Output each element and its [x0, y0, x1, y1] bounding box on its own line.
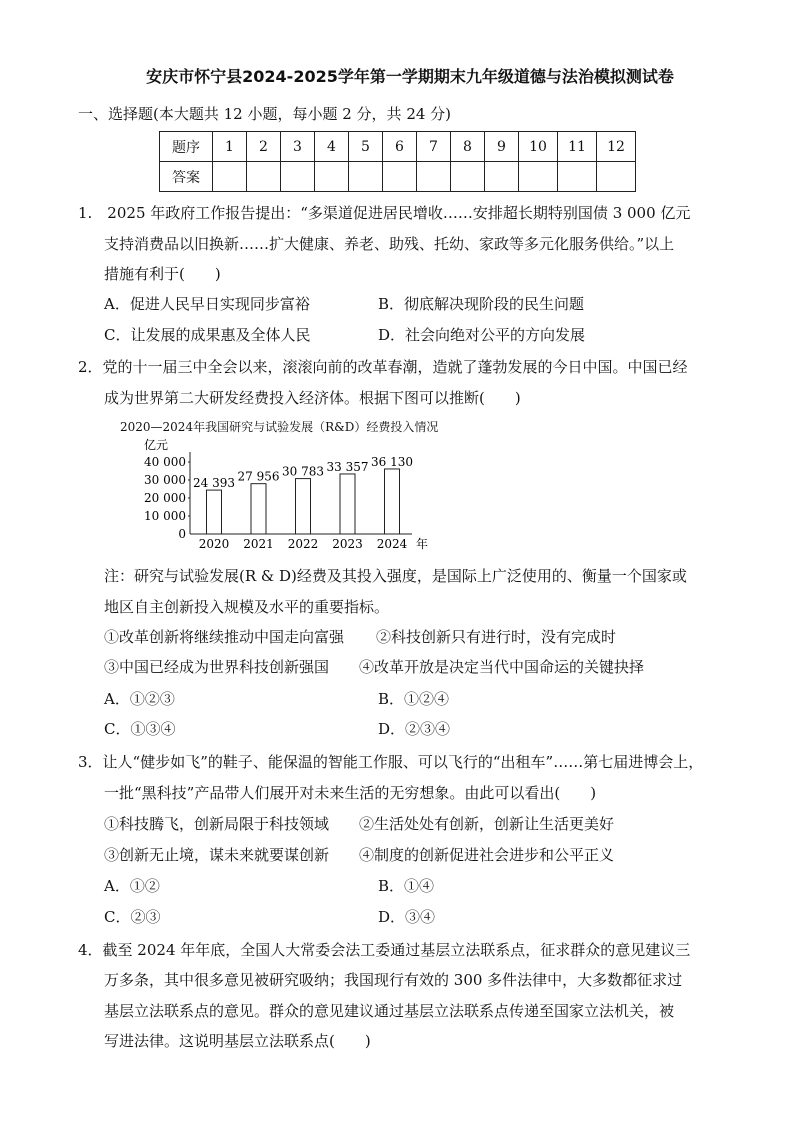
answer-table-number: 8 — [451, 132, 485, 162]
y-tick-label: 0 — [178, 527, 186, 541]
answer-table-number: 2 — [247, 132, 281, 162]
answer-table-number: 7 — [417, 132, 451, 162]
question-4-text: 基层立法联系点的意见。群众的意见建议通过基层立法联系点传递至国家立法机关，被 — [104, 1002, 675, 1020]
x-tick-label: 2022 — [287, 537, 319, 551]
answer-cell[interactable] — [315, 162, 349, 192]
question-1-text: 措施有利于( ) — [104, 265, 221, 283]
x-tick-label: 2024 — [376, 537, 408, 551]
answer-cell[interactable] — [213, 162, 247, 192]
question-4-text: 写进法律。这说明基层立法联系点( ) — [104, 1032, 371, 1050]
question-3-statement-1: ①科技腾飞，创新局限于科技领域 — [104, 815, 330, 833]
answer-table-answer-row — [160, 162, 636, 192]
section-heading: 一、选择题(本大题共 12 小题，每小题 2 分，共 24 分) — [78, 105, 452, 123]
question-2-text: 成为世界第二大研发经费投入经济体。根据下图可以推断( ) — [104, 389, 521, 407]
rd-funding-bar-chart — [120, 436, 450, 554]
y-tick-label: 40 000 — [144, 455, 186, 469]
answer-cell[interactable] — [597, 162, 636, 192]
question-2-option-a[interactable]: A．①②③ — [104, 690, 175, 708]
bar-value-label: 36 130 — [371, 454, 413, 469]
question-1-text: 1. 2025 年政府工作报告提出：“多渠道促进居民增收……安排超长期特别国债 3 000 亿元 — [78, 204, 691, 222]
chart-bar — [251, 484, 266, 534]
question-2-statement-1: ①改革创新将继续推动中国走向富强 — [104, 628, 345, 646]
question-2-statement-4: ④改革开放是决定当代中国命运的关键抉择 — [359, 658, 645, 676]
answer-table-number: 5 — [349, 132, 383, 162]
question-3-statement-2: ②生活处处有创新，创新让生活更美好 — [359, 815, 615, 833]
y-tick-label: 20 000 — [144, 491, 186, 505]
x-tick-label: 2023 — [332, 537, 363, 551]
answer-table-number: 9 — [485, 132, 519, 162]
answer-table-number: 3 — [281, 132, 315, 162]
chart-bar — [385, 469, 400, 534]
x-tick-label: 2020 — [198, 537, 230, 551]
question-1-option-b[interactable]: B．彻底解决现阶段的民生问题 — [378, 295, 585, 313]
question-4-text: 万多条，其中很多意见被研究吸纳；我国现行有效的 300 多件法律中，大多数都征求过 — [104, 971, 683, 989]
chart-bar — [207, 490, 222, 534]
bar-value-label: 33 357 — [326, 459, 369, 474]
question-2-statement-3: ③中国已经成为世界科技创新强国 — [104, 658, 330, 676]
question-2-note: 地区自主创新投入规模及水平的重要指标。 — [104, 598, 390, 616]
answer-table-number: 10 — [519, 132, 558, 162]
question-2-note: 注：研究与试验发展(R & D)经费及其投入强度，是国际上广泛使用的、衡量一个国家或 — [104, 567, 687, 585]
answer-cell[interactable] — [417, 162, 451, 192]
question-1-option-a[interactable]: A．促进人民早日实现同步富裕 — [104, 295, 310, 313]
answer-table-label: 题序 — [160, 132, 213, 162]
question-3-statement-4: ④制度的创新促进社会进步和公平正义 — [359, 846, 615, 864]
question-3-text: 3．让人“健步如飞”的鞋子、能保温的智能工作服、可以飞行的“出租车”……第七届进博会上， — [78, 753, 704, 771]
question-1-option-c[interactable]: C．让发展的成果惠及全体人民 — [104, 326, 311, 344]
bar-value-label: 27 956 — [237, 469, 280, 484]
exam-title: 安庆市怀宁县2024-2025学年第一学期期末九年级道德与法治模拟测试卷 — [146, 67, 674, 86]
question-4-text: 4．截至 2024 年年底，全国人大常委会法工委通过基层立法联系点，征求群众的意见建议三 — [78, 941, 691, 959]
answer-table-number: 1 — [213, 132, 247, 162]
chart-title: 2020—2024年我国研究与试验发展（R&D）经费投入情况 — [120, 420, 439, 434]
x-tick-label: 2021 — [243, 537, 274, 551]
question-3-text: 一批“黑科技”产品带人们展开对未来生活的无穷想象。由此可以看出( ) — [104, 784, 597, 802]
chart-marks — [144, 455, 413, 551]
question-3-option-d[interactable]: D．③④ — [378, 908, 436, 926]
answer-cell[interactable] — [451, 162, 485, 192]
question-2-text: 2．党的十一届三中全会以来，滚滚向前的改革春潮，造就了蓬勃发展的今日中国。中国已经 — [78, 358, 688, 376]
chart-bar — [296, 479, 311, 534]
chart-bar — [340, 474, 355, 534]
answer-table-number: 12 — [597, 132, 636, 162]
answer-cell[interactable] — [519, 162, 558, 192]
answer-table — [159, 131, 636, 192]
chart-x-unit: 年 — [416, 537, 429, 551]
question-3-option-b[interactable]: B．①④ — [378, 877, 435, 895]
answer-table-number: 4 — [315, 132, 349, 162]
bar-value-label: 24 393 — [193, 476, 235, 491]
question-2-option-b[interactable]: B．①②④ — [378, 690, 450, 708]
answer-cell[interactable] — [349, 162, 383, 192]
answer-cell[interactable] — [281, 162, 315, 192]
answer-table-header-row — [160, 132, 636, 162]
question-2-option-c[interactable]: C．①③④ — [104, 720, 176, 738]
answer-table-number: 6 — [383, 132, 417, 162]
bar-value-label: 30 783 — [282, 464, 324, 479]
answer-cell[interactable] — [558, 162, 597, 192]
question-3-option-a[interactable]: A．①② — [104, 877, 160, 895]
question-1-text: 支持消费品以旧换新……扩大健康、养老、助残、托幼、家政等多元化服务供给。”以上 — [104, 235, 675, 253]
answer-cell[interactable] — [383, 162, 417, 192]
answer-table-label: 答案 — [160, 162, 213, 192]
question-3-statement-3: ③创新无止境，谋未来就要谋创新 — [104, 846, 330, 864]
question-1-option-d[interactable]: D．社会向绝对公平的方向发展 — [378, 326, 586, 344]
answer-cell[interactable] — [485, 162, 519, 192]
question-2-option-d[interactable]: D．②③④ — [378, 720, 451, 738]
chart-y-unit: 亿元 — [144, 438, 169, 452]
y-tick-label: 10 000 — [144, 509, 186, 523]
question-2-statement-2: ②科技创新只有进行时，没有完成时 — [376, 628, 617, 646]
y-tick-label: 30 000 — [144, 473, 186, 487]
answer-cell[interactable] — [247, 162, 281, 192]
answer-table-number: 11 — [558, 132, 597, 162]
question-3-option-c[interactable]: C．②③ — [104, 908, 161, 926]
